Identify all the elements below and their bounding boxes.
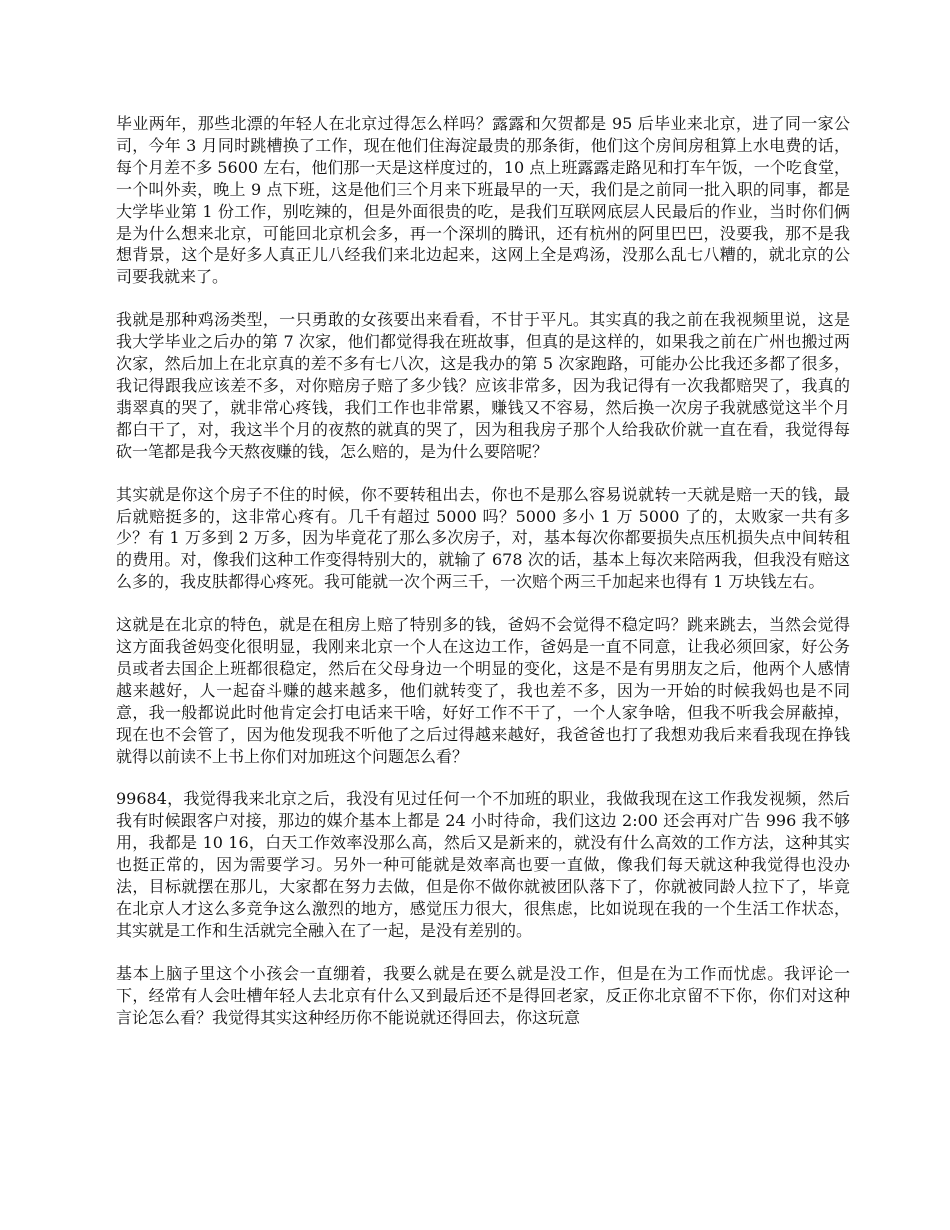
paragraph-5: 99684，我觉得我来北京之后，我没有见过任何一个不加班的职业，我做我现在这工作我发视频，然后我有时候跟客户对接，那边的媒介基本上都是 24 小时待命，我们这边 2:00 还会再对广告 996 我不够用，我都是 10 16，白天工作效率没那么高，然后又是新来的，就没有什么高效的工作方法，这种其实也挺正常的，因为需要学习。另外一种可能就是效率高也要一直做，像我们每天就这种我觉得也没办法，目标就摆在那儿，大家都在努力去做，但是你不做你就被团队落下了，你就被同龄人拉下了，毕竟在北京人才这么多竞争这么激烈的地方，感觉压力很大，很焦虑，比如说现在我的一个生活工作状态，其实就是工作和生活就完全融入在了一起，是没有差别的。 [116,789,850,940]
paragraph-4: 这就是在北京的特色，就是在租房上赔了特别多的钱，爸妈不会觉得不稳定吗？跳来跳去，当然会觉得这方面我爸妈变化很明显，我刚来北京一个人在这边工作，爸妈是一直不同意，让我必须回家，好公务员或者去国企上班都很稳定，然后在父母身边一个明显的变化，这是不是有男朋友之后，他两个人感情越来越好，人一起奋斗赚的越来越多，他们就转变了，我也差不多，因为一开始的时候我妈也是不同意，我一般都说此时他肯定会打电话来干啥，好好工作不干了，一个人家争啥，但我不听我会屏蔽掉，现在也不会管了，因为他发现我不听他了之后过得越来越好，我爸爸也打了我想劝我后来看我现在挣钱就得以前读不上书上你们对加班这个问题怎么看？ [116,615,850,766]
paragraph-1: 毕业两年，那些北漂的年轻人在北京过得怎么样吗？露露和欠贺都是 95 后毕业来北京，进了同一家公司，今年 3 月同时跳槽换了工作，现在他们住海淀最贵的那条街，他们这个房间房租算上水电费的话，每个月差不多 5600 左右，他们那一天是这样度过的，10 点上班露露走路见和打车午饭，一个吃食堂，一个叫外卖，晚上 9 点下班，这是他们三个月来下班最早的一天，我们是之前同一批入职的同事，都是大学毕业第 1 份工作，别吃辣的，但是外面很贵的吃，是我们互联网底层人民最后的作业，当时你们俩是为什么想来北京，可能回北京机会多，再一个深圳的腾讯，还有杭州的阿里巴巴，没要我，那不是我想背景，这个是好多人真正儿八经我们来北边起来，这网上全是鸡汤，没那么乱七八糟的，就北京的公司要我就来了。 [116,114,850,287]
paragraph-6: 基本上脑子里这个小孩会一直绷着，我要么就是在要么就是没工作，但是在为工作而忧虑。我评论一下，经常有人会吐槽年轻人去北京有什么又到最后还不是得回老家，反正你北京留不下你，你们对这种言论怎么看？我觉得其实这种经历你不能说就还得回去，你这玩意 [116,963,850,1027]
paragraph-3: 其实就是你这个房子不住的时候，你不要转租出去，你也不是那么容易说就转一天就是赔一天的钱，最后就赔挺多的，这非常心疼有。几千有超过 5000 吗？5000 多小 1 万 5000 了的，太败家一共有多少？有 1 万多到 2 万多，因为毕竟花了那么多次房子，对，基本每次你都要损失点压机损失点中间转租的费用。对，像我们这种工作变得特别大的，就输了 678 次的话，基本上每次来陪两我，但我没有赔这么多的，我皮肤都得心疼死。我可能就一次个两三千，一次赔个两三千加起来也得有 1 万块钱左右。 [116,484,850,592]
document-body [116,113,850,1029]
paragraph-2: 我就是那种鸡汤类型，一只勇敢的女孩要出来看看，不甘于平凡。其实真的我之前在我视频里说，这是我大学毕业之后办的第 7 次家，他们都觉得我在班故事，但真的是这样的，如果我之前在广州也搬过两次家，然后加上在北京真的差不多有七八次，这是我办的第 5 次家跑路，可能办公比我还多都了很多，我记得跟我应该差不多，对你赔房子赔了多少钱？应该非常多，因为我记得有一次我都赔哭了，我真的翡翠真的哭了，就非常心疼钱，我们工作也非常累，赚钱又不容易，然后换一次房子我就感觉这半个月都白干了，对，我这半个月的夜熬的就真的哭了，因为租我房子那个人给我砍价就一直在看，我觉得每砍一笔都是我今天熬夜赚的钱，怎么赔的，是为什么要陪呢？ [116,310,850,461]
